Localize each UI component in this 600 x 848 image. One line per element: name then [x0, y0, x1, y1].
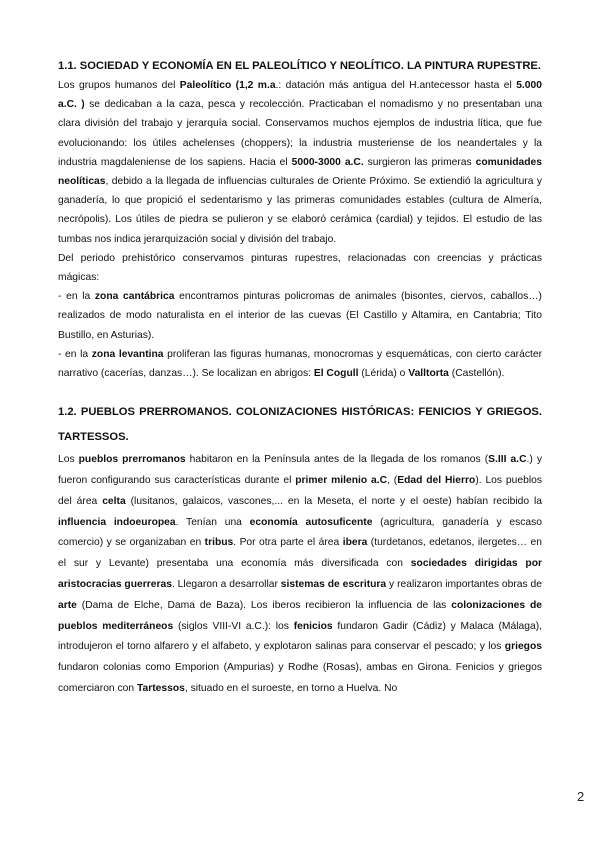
paragraph: - en la zona cantábrica encontramos pinturas policromas de animales (bisontes, ciervos, caballos…) realizados de modo naturalista en el interior de las cuevas (El Castillo y Altamira, en Cantabria; Tito Bustillo, en Asturias). [58, 291, 542, 341]
bold-term: 5.000 a.C. ) [58, 80, 542, 111]
bold-term: pueblos prerromanos [78, 454, 186, 466]
bold-term: zona levantina [91, 348, 164, 360]
bold-term: celta [102, 495, 126, 507]
bold-term: economía autosuficente [249, 516, 373, 528]
paragraph: Los pueblos prerromanos habitaron en la Península antes de la llegada de los romanos (S.III a.C.) y fueron configurando sus características durante el primer milenio a.C, (Edad del Hierro). Los pueblos del área celta (lusitanos, galaicos, vascones,... en la Meseta, el norte y el oeste) habían recibido la influencia indoeuropea. Tenían una economía autosuficente (agricultura, ganadería y escaso comercio) y se organizaban en tribus. Por otra parte el área ibera (turdetanos, edetanos, ilergetes… en el sur y Levante) presentaba una economía más diversificada con sociedades dirigidas por aristocracias guerreras. Llegaron a desarrollar sistemas de escritura y realizaron importantes obras de arte (Dama de Elche, Dama de Baza). Los iberos recibieron la influencia de las colonizaciones de pueblos mediterráneos (siglos VIII-VI a.C.): los fenicios fundaron Gadir (Cádiz) y Malaca (Málaga), introdujeron el torno alfarero y el alfabeto, y explotaron salinas para conservar el pescado; y los griegos fundaron colonias como Emporion (Ampurias) y Rodhe (Rosas), ambas en Girona. Fenicios y griegos comerciaron con Tartessos, situado en el suroeste, en torno a Huelva. No [58, 454, 542, 695]
bold-term: griegos [504, 641, 542, 653]
bold-term: influencia indoeuropea [58, 516, 176, 528]
bold-term: Edad del Hierro [397, 475, 476, 487]
section-heading-1: 1.1. SOCIEDAD Y ECONOMÍA EN EL PALEOLÍTICO Y NEOLÍTICO. LA PINTURA RUPESTRE. [58, 60, 541, 72]
bold-term: tribus [204, 537, 234, 549]
bold-term: arte [58, 599, 77, 611]
paragraph: Del periodo prehistórico conservamos pinturas rupestres, relacionadas con creencias y prácticas mágicas: [58, 252, 542, 284]
bold-term: El Cogull [313, 368, 359, 380]
document-page [58, 56, 542, 700]
bold-term: sociedades dirigidas por aristocracias guerreras [58, 558, 542, 591]
paragraph: - en la zona levantina proliferan las figuras humanas, monocromas y esquemáticas, con cierto carácter narrativo (cacerías, danzas…). Se localizan en abrigos: El Cogull (Lérida) o Valltorta (Castellón). [58, 348, 542, 380]
paragraph: Los grupos humanos del Paleolítico (1,2 m.a.: datación más antigua del H.antecessor hasta el 5.000 a.C. ) se dedicaban a la caza, pesca y recolección. Practicaban el nomadismo y no presentaban una clara división del trabajo y jerarquía social. Conservamos muchos ejemplos de industria lítica, que fue evolucionando: los útiles achelenses (choppers); la industria musteriense de los neandertales y la industria magdaleniense de los sapiens. Hacia el 5000-3000 a.C. surgieron las primeras comunidades neolíticas, debido a la llegada de influencias culturales de Oriente Próximo. Se extiendió la agricultura y ganadería, lo que propició el sedentarismo y las primeras comunidades estables (cultura de Almería, necrópolis). Los útiles de piedra se pulieron y se elaboró cerámica (cardial) y tejidos. El estudio de las tumbas nos indica jerarquización social y división del trabajo. [58, 80, 542, 245]
section-1-body [58, 76, 542, 383]
bold-term: S.III a.C [488, 454, 527, 466]
bold-term: fenicios [293, 620, 333, 632]
bold-term: ibera [342, 537, 368, 549]
section-heading-2: 1.2. PUEBLOS PRERROMANOS. COLONIZACIONES HISTÓRICAS: FENICIOS Y GRIEGOS. TARTESSOS. [58, 406, 542, 444]
bold-term: zona cantábrica [94, 291, 175, 303]
bold-term: colonizaciones de pueblos mediterráneos [58, 599, 542, 632]
bold-term: Tartessos [136, 683, 185, 695]
bold-term: comunidades neolíticas [58, 156, 542, 188]
bold-term: 5000-3000 a.C. [291, 156, 364, 168]
bold-term: Paleolítico (1,2 m.a [179, 80, 276, 91]
bold-term: sistemas de escritura [280, 579, 387, 591]
section-2-body [58, 450, 542, 700]
bold-term: primer milenio a.C [295, 475, 388, 487]
page-number: 2 [577, 789, 585, 804]
bold-term: Valltorta [408, 368, 449, 380]
